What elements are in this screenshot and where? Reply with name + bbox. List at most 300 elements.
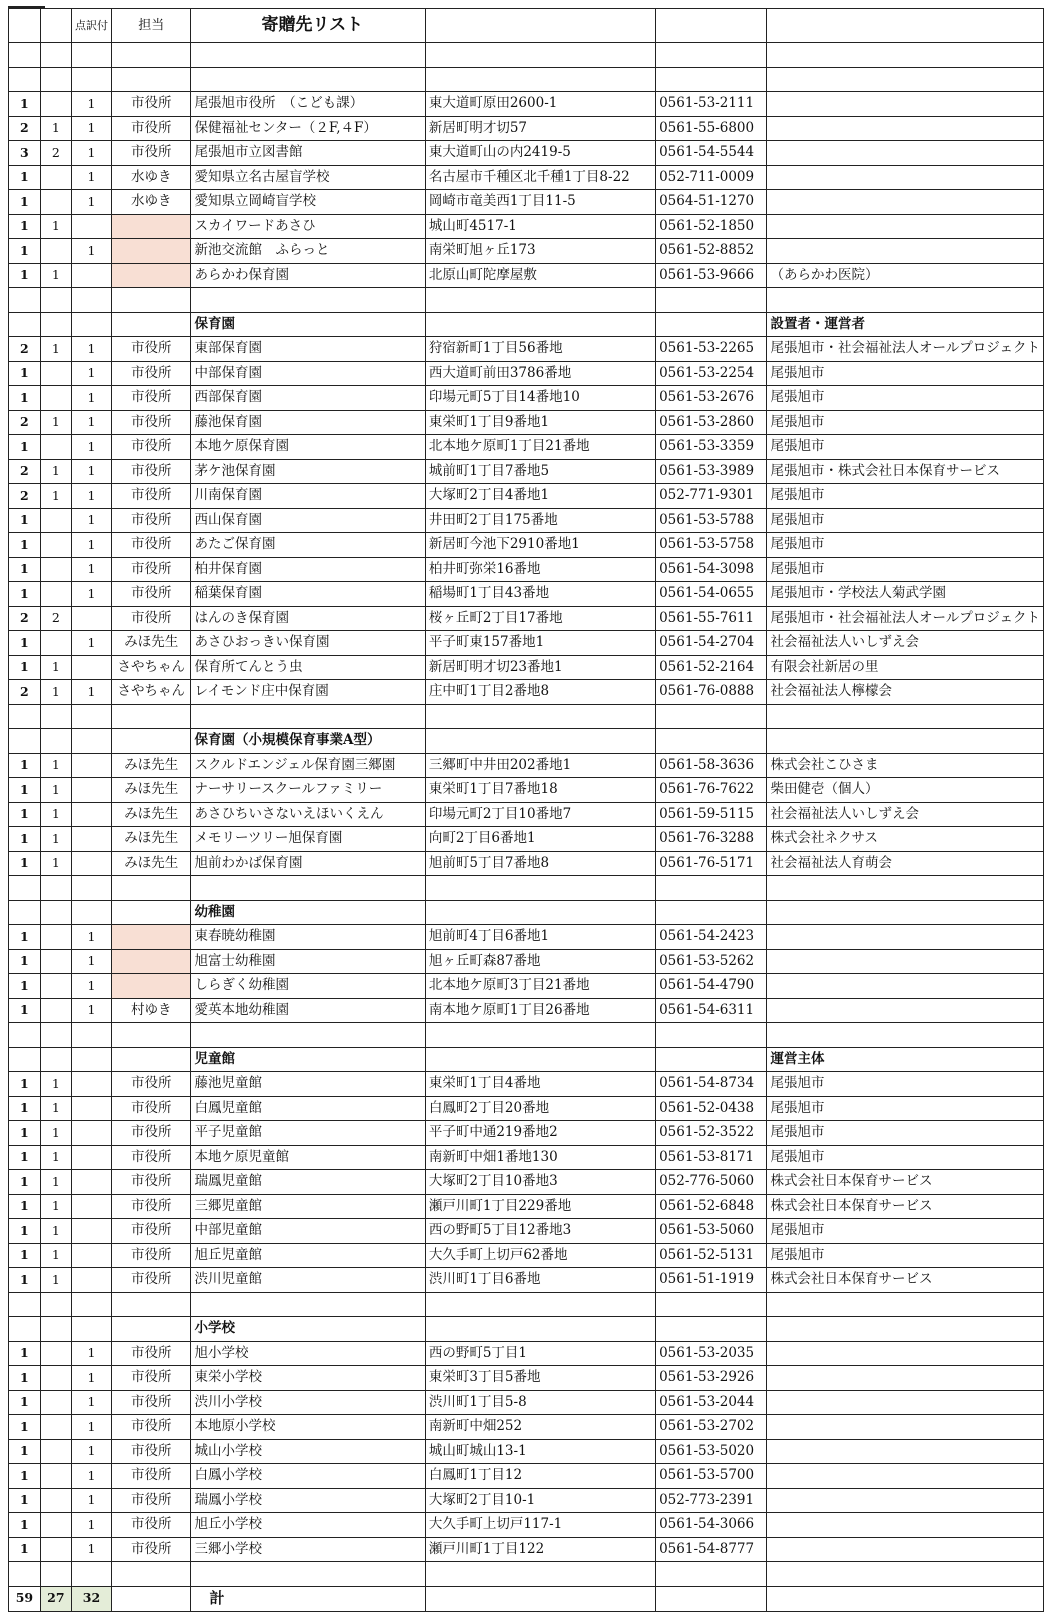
empty-cell[interactable] <box>656 1023 767 1048</box>
person-in-charge-cell[interactable]: 市役所 <box>111 361 190 386</box>
address-cell[interactable]: 柏井町弥栄16番地 <box>425 557 655 582</box>
note-cell[interactable] <box>767 141 1044 166</box>
phone-cell[interactable]: 0561-53-5758 <box>656 533 767 558</box>
address-cell[interactable]: 渋川町1丁目5-8 <box>425 1390 655 1415</box>
address-cell[interactable]: 井田町2丁目175番地 <box>425 508 655 533</box>
person-in-charge-cell[interactable]: 市役所 <box>111 557 190 582</box>
braille-translation-cell[interactable] <box>71 1170 111 1195</box>
empty-cell[interactable] <box>425 1586 655 1611</box>
note-cell[interactable] <box>767 1439 1044 1464</box>
braille-cell[interactable]: 1 <box>40 1170 71 1195</box>
empty-cell[interactable] <box>656 312 767 337</box>
braille-cell[interactable]: 1 <box>40 1145 71 1170</box>
count-cell[interactable]: 1 <box>9 1194 41 1219</box>
count-cell[interactable]: 1 <box>9 1121 41 1146</box>
person-in-charge-cell[interactable]: みほ先生 <box>111 851 190 876</box>
section-title[interactable]: 小学校 <box>191 1317 425 1342</box>
person-in-charge-cell[interactable]: 市役所 <box>111 1415 190 1440</box>
address-cell[interactable]: 新居町明才切23番地1 <box>425 655 655 680</box>
facility-name-cell[interactable]: 愛英本地幼稚園 <box>191 998 425 1023</box>
facility-name-cell[interactable]: 保健福祉センター（２F,４F） <box>191 116 425 141</box>
person-in-charge-cell[interactable]: 市役所 <box>111 1194 190 1219</box>
braille-cell[interactable] <box>40 1366 71 1391</box>
empty-cell[interactable] <box>40 1047 71 1072</box>
empty-cell[interactable] <box>767 1292 1044 1317</box>
person-in-charge-cell[interactable]: さやちゃん <box>111 655 190 680</box>
facility-name-cell[interactable]: 旭丘小学校 <box>191 1513 425 1538</box>
empty-cell[interactable] <box>425 43 655 68</box>
phone-cell[interactable]: 0561-53-5060 <box>656 1219 767 1244</box>
braille-cell[interactable] <box>40 1513 71 1538</box>
braille-translation-cell[interactable]: 1 <box>71 459 111 484</box>
braille-cell[interactable] <box>40 1415 71 1440</box>
braille-cell[interactable]: 1 <box>40 484 71 509</box>
facility-name-cell[interactable]: しらぎく幼稚園 <box>191 974 425 999</box>
address-cell[interactable]: 印場元町2丁目10番地7 <box>425 802 655 827</box>
empty-cell[interactable] <box>425 288 655 313</box>
facility-name-cell[interactable]: 愛知県立岡崎盲学校 <box>191 190 425 215</box>
address-cell[interactable]: 城山町4517-1 <box>425 214 655 239</box>
phone-cell[interactable]: 0561-54-0655 <box>656 582 767 607</box>
facility-name-cell[interactable]: 愛知県立名古屋盲学校 <box>191 165 425 190</box>
address-cell[interactable]: 旭前町5丁目7番地8 <box>425 851 655 876</box>
person-in-charge-cell[interactable]: 市役所 <box>111 484 190 509</box>
person-in-charge-cell[interactable]: みほ先生 <box>111 802 190 827</box>
facility-name-cell[interactable]: 柏井保育園 <box>191 557 425 582</box>
empty-cell[interactable] <box>111 1562 190 1587</box>
braille-translation-cell[interactable]: 1 <box>71 680 111 705</box>
facility-name-cell[interactable]: 藤池児童館 <box>191 1072 425 1097</box>
empty-cell[interactable] <box>767 1586 1044 1611</box>
count-cell[interactable]: 1 <box>9 1145 41 1170</box>
empty-cell[interactable] <box>71 67 111 92</box>
braille-cell[interactable] <box>40 925 71 950</box>
empty-cell[interactable] <box>767 1023 1044 1048</box>
count-cell[interactable]: 1 <box>9 582 41 607</box>
note-cell[interactable]: 柴田健壱（個人） <box>767 778 1044 803</box>
section-title[interactable]: 保育園 <box>191 312 425 337</box>
empty-cell[interactable] <box>40 1562 71 1587</box>
braille-cell[interactable]: 1 <box>40 778 71 803</box>
count-cell[interactable]: 1 <box>9 655 41 680</box>
address-cell[interactable]: 狩宿新町1丁目56番地 <box>425 337 655 362</box>
phone-cell[interactable]: 052-771-9301 <box>656 484 767 509</box>
person-in-charge-cell[interactable]: 市役所 <box>111 386 190 411</box>
braille-translation-cell[interactable] <box>71 214 111 239</box>
note-cell[interactable]: 尾張旭市 <box>767 1219 1044 1244</box>
facility-name-cell[interactable]: 西部保育園 <box>191 386 425 411</box>
braille-translation-cell[interactable]: 1 <box>71 949 111 974</box>
count-cell[interactable]: 1 <box>9 263 41 288</box>
note-cell[interactable] <box>767 1366 1044 1391</box>
count-cell[interactable]: 1 <box>9 386 41 411</box>
empty-cell[interactable] <box>191 1023 425 1048</box>
note-cell[interactable]: 尾張旭市 <box>767 1243 1044 1268</box>
facility-name-cell[interactable]: スクルドエンジェル保育園三郷園 <box>191 753 425 778</box>
braille-translation-cell[interactable] <box>71 827 111 852</box>
facility-name-cell[interactable]: 新池交流館 ふらっと <box>191 239 425 264</box>
person-in-charge-cell[interactable]: みほ先生 <box>111 827 190 852</box>
phone-cell[interactable]: 052-711-0009 <box>656 165 767 190</box>
address-cell[interactable]: 南新町中畑1番地130 <box>425 1145 655 1170</box>
empty-cell[interactable] <box>425 876 655 901</box>
note-cell[interactable]: 尾張旭市 <box>767 386 1044 411</box>
braille-cell[interactable]: 1 <box>40 1219 71 1244</box>
braille-cell[interactable]: 1 <box>40 802 71 827</box>
phone-cell[interactable]: 0561-55-6800 <box>656 116 767 141</box>
person-in-charge-cell[interactable]: 市役所 <box>111 1243 190 1268</box>
address-cell[interactable]: 渋川町1丁目6番地 <box>425 1268 655 1293</box>
braille-cell[interactable] <box>40 1537 71 1562</box>
count-cell[interactable]: 1 <box>9 974 41 999</box>
empty-cell[interactable] <box>71 312 111 337</box>
empty-cell[interactable] <box>425 1292 655 1317</box>
address-cell[interactable]: 北原山町陀摩屋敷 <box>425 263 655 288</box>
braille-translation-cell[interactable] <box>71 606 111 631</box>
address-cell[interactable]: 新居町今池下2910番地1 <box>425 533 655 558</box>
note-cell[interactable] <box>767 165 1044 190</box>
empty-cell[interactable] <box>425 1317 655 1342</box>
empty-cell[interactable] <box>111 43 190 68</box>
person-in-charge-cell[interactable] <box>111 214 190 239</box>
count-cell[interactable]: 1 <box>9 214 41 239</box>
empty-cell[interactable] <box>71 876 111 901</box>
braille-translation-cell[interactable]: 1 <box>71 165 111 190</box>
empty-cell[interactable] <box>191 704 425 729</box>
braille-translation-cell[interactable]: 1 <box>71 925 111 950</box>
note-cell[interactable]: 株式会社ネクサス <box>767 827 1044 852</box>
braille-translation-cell[interactable] <box>71 851 111 876</box>
count-cell[interactable]: 1 <box>9 827 41 852</box>
empty-cell[interactable] <box>656 704 767 729</box>
count-cell[interactable]: 1 <box>9 778 41 803</box>
empty-cell[interactable] <box>40 704 71 729</box>
count-cell[interactable]: 1 <box>9 361 41 386</box>
facility-name-cell[interactable]: 本地ケ原保育園 <box>191 435 425 460</box>
braille-translation-cell[interactable] <box>71 1072 111 1097</box>
phone-cell[interactable]: 0561-51-1919 <box>656 1268 767 1293</box>
facility-name-cell[interactable]: 旭丘児童館 <box>191 1243 425 1268</box>
braille-cell[interactable] <box>40 1341 71 1366</box>
note-cell[interactable]: 株式会社日本保育サービス <box>767 1170 1044 1195</box>
braille-cell[interactable] <box>40 165 71 190</box>
address-cell[interactable]: 東栄町1丁目7番地18 <box>425 778 655 803</box>
phone-cell[interactable]: 0561-53-9666 <box>656 263 767 288</box>
empty-cell[interactable] <box>9 1047 41 1072</box>
note-cell[interactable]: 尾張旭市 <box>767 557 1044 582</box>
empty-cell[interactable] <box>40 729 71 754</box>
facility-name-cell[interactable]: 白鳳児童館 <box>191 1096 425 1121</box>
count-cell[interactable]: 1 <box>9 753 41 778</box>
person-in-charge-cell[interactable]: 市役所 <box>111 606 190 631</box>
header-cell-address[interactable] <box>425 9 655 43</box>
phone-cell[interactable]: 0561-54-3098 <box>656 557 767 582</box>
person-in-charge-cell[interactable]: 市役所 <box>111 1096 190 1121</box>
braille-translation-cell[interactable]: 1 <box>71 974 111 999</box>
section-note[interactable] <box>767 900 1044 925</box>
empty-cell[interactable] <box>656 876 767 901</box>
person-in-charge-cell[interactable]: 村ゆき <box>111 998 190 1023</box>
facility-name-cell[interactable]: 川南保育園 <box>191 484 425 509</box>
empty-cell[interactable] <box>40 1023 71 1048</box>
note-cell[interactable]: 尾張旭市・学校法人菊武学園 <box>767 582 1044 607</box>
phone-cell[interactable]: 0561-53-2702 <box>656 1415 767 1440</box>
phone-cell[interactable]: 0561-53-2035 <box>656 1341 767 1366</box>
braille-translation-cell[interactable]: 1 <box>71 141 111 166</box>
facility-name-cell[interactable]: 西山保育園 <box>191 508 425 533</box>
count-cell[interactable]: 2 <box>9 680 41 705</box>
address-cell[interactable]: 南栄町旭ヶ丘173 <box>425 239 655 264</box>
note-cell[interactable]: 尾張旭市 <box>767 410 1044 435</box>
braille-cell[interactable]: 1 <box>40 1194 71 1219</box>
person-in-charge-cell[interactable] <box>111 925 190 950</box>
address-cell[interactable]: 西の野町5丁目1 <box>425 1341 655 1366</box>
braille-cell[interactable]: 1 <box>40 459 71 484</box>
note-cell[interactable]: 尾張旭市 <box>767 533 1044 558</box>
facility-name-cell[interactable]: スカイワードあさひ <box>191 214 425 239</box>
phone-cell[interactable]: 0561-53-5262 <box>656 949 767 974</box>
facility-name-cell[interactable]: 瑞鳳小学校 <box>191 1488 425 1513</box>
address-cell[interactable]: 東栄町1丁目4番地 <box>425 1072 655 1097</box>
person-in-charge-cell[interactable] <box>111 974 190 999</box>
empty-cell[interactable] <box>9 1023 41 1048</box>
braille-translation-cell[interactable]: 1 <box>71 1464 111 1489</box>
empty-cell[interactable] <box>111 1317 190 1342</box>
facility-name-cell[interactable]: あさひちいさないえほいくえん <box>191 802 425 827</box>
braille-translation-cell[interactable] <box>71 1194 111 1219</box>
braille-cell[interactable]: 1 <box>40 263 71 288</box>
phone-cell[interactable]: 0561-76-5171 <box>656 851 767 876</box>
braille-translation-cell[interactable]: 1 <box>71 239 111 264</box>
empty-cell[interactable] <box>71 1292 111 1317</box>
count-cell[interactable]: 2 <box>9 116 41 141</box>
braille-cell[interactable] <box>40 1488 71 1513</box>
braille-translation-cell[interactable]: 1 <box>71 337 111 362</box>
empty-cell[interactable] <box>425 312 655 337</box>
section-note[interactable] <box>767 729 1044 754</box>
braille-cell[interactable] <box>40 386 71 411</box>
braille-translation-cell[interactable]: 1 <box>71 116 111 141</box>
empty-cell[interactable] <box>656 729 767 754</box>
phone-cell[interactable]: 0561-53-5700 <box>656 1464 767 1489</box>
phone-cell[interactable]: 052-776-5060 <box>656 1170 767 1195</box>
empty-cell[interactable] <box>191 1292 425 1317</box>
braille-cell[interactable]: 1 <box>40 214 71 239</box>
braille-translation-cell[interactable]: 1 <box>71 1439 111 1464</box>
facility-name-cell[interactable]: 東春暁幼稚園 <box>191 925 425 950</box>
facility-name-cell[interactable]: 本地ケ原児童館 <box>191 1145 425 1170</box>
empty-cell[interactable] <box>71 288 111 313</box>
facility-name-cell[interactable]: 保育所てんとう虫 <box>191 655 425 680</box>
facility-name-cell[interactable]: 尾張旭市役所 （こども課） <box>191 92 425 117</box>
person-in-charge-cell[interactable]: 市役所 <box>111 141 190 166</box>
facility-name-cell[interactable]: 尾張旭市立図書館 <box>191 141 425 166</box>
count-cell[interactable]: 1 <box>9 851 41 876</box>
facility-name-cell[interactable]: 中部児童館 <box>191 1219 425 1244</box>
braille-translation-cell[interactable] <box>71 1096 111 1121</box>
note-cell[interactable] <box>767 1341 1044 1366</box>
count-cell[interactable]: 1 <box>9 1341 41 1366</box>
note-cell[interactable]: 株式会社日本保育サービス <box>767 1268 1044 1293</box>
braille-translation-cell[interactable]: 1 <box>71 557 111 582</box>
address-cell[interactable]: 瀬戸川町1丁目122 <box>425 1537 655 1562</box>
empty-cell[interactable] <box>9 1562 41 1587</box>
address-cell[interactable]: 南本地ケ原町1丁目26番地 <box>425 998 655 1023</box>
count-cell[interactable]: 1 <box>9 1513 41 1538</box>
facility-name-cell[interactable]: 渋川児童館 <box>191 1268 425 1293</box>
empty-cell[interactable] <box>9 1292 41 1317</box>
empty-cell[interactable] <box>767 1562 1044 1587</box>
braille-translation-cell[interactable] <box>71 753 111 778</box>
phone-cell[interactable]: 0561-76-0888 <box>656 680 767 705</box>
phone-cell[interactable]: 0561-53-2265 <box>656 337 767 362</box>
count-cell[interactable]: 1 <box>9 165 41 190</box>
address-cell[interactable]: 平子町中通219番地2 <box>425 1121 655 1146</box>
phone-cell[interactable]: 0561-54-4790 <box>656 974 767 999</box>
braille-cell[interactable] <box>40 239 71 264</box>
phone-cell[interactable]: 0561-53-2254 <box>656 361 767 386</box>
braille-translation-cell[interactable]: 1 <box>71 1366 111 1391</box>
empty-cell[interactable] <box>40 900 71 925</box>
braille-translation-cell[interactable] <box>71 1145 111 1170</box>
empty-cell[interactable] <box>111 1292 190 1317</box>
count-cell[interactable]: 1 <box>9 1390 41 1415</box>
empty-cell[interactable] <box>656 1562 767 1587</box>
address-cell[interactable]: 大塚町2丁目10-1 <box>425 1488 655 1513</box>
empty-cell[interactable] <box>71 1047 111 1072</box>
facility-name-cell[interactable]: 三郷小学校 <box>191 1537 425 1562</box>
count-cell[interactable]: 3 <box>9 141 41 166</box>
address-cell[interactable]: 北本地ケ原町1丁目21番地 <box>425 435 655 460</box>
note-cell[interactable] <box>767 1488 1044 1513</box>
braille-cell[interactable] <box>40 92 71 117</box>
phone-cell[interactable]: 0561-53-5020 <box>656 1439 767 1464</box>
braille-cell[interactable] <box>40 508 71 533</box>
braille-cell[interactable]: 1 <box>40 753 71 778</box>
note-cell[interactable] <box>767 1537 1044 1562</box>
person-in-charge-cell[interactable]: 市役所 <box>111 337 190 362</box>
person-in-charge-cell[interactable]: 市役所 <box>111 459 190 484</box>
person-in-charge-cell[interactable]: みほ先生 <box>111 631 190 656</box>
empty-cell[interactable] <box>40 312 71 337</box>
address-cell[interactable]: 名古屋市千種区北千種1丁目8-22 <box>425 165 655 190</box>
braille-translation-cell[interactable]: 1 <box>71 484 111 509</box>
empty-cell[interactable] <box>71 43 111 68</box>
address-cell[interactable]: 東大道町原田2600-1 <box>425 92 655 117</box>
braille-cell[interactable]: 1 <box>40 1072 71 1097</box>
phone-cell[interactable]: 0561-52-5131 <box>656 1243 767 1268</box>
braille-translation-cell[interactable] <box>71 655 111 680</box>
person-in-charge-cell[interactable]: 市役所 <box>111 1488 190 1513</box>
empty-cell[interactable] <box>656 1586 767 1611</box>
phone-cell[interactable]: 0561-58-3636 <box>656 753 767 778</box>
empty-cell[interactable] <box>111 1023 190 1048</box>
sheet-title[interactable]: 寄贈先リスト <box>191 9 425 43</box>
note-cell[interactable]: 尾張旭市 <box>767 1121 1044 1146</box>
person-in-charge-cell[interactable]: 市役所 <box>111 1439 190 1464</box>
address-cell[interactable]: 東大道町山の内2419-5 <box>425 141 655 166</box>
facility-name-cell[interactable]: 東栄小学校 <box>191 1366 425 1391</box>
empty-cell[interactable] <box>656 1317 767 1342</box>
address-cell[interactable]: 大久手町上切戸117-1 <box>425 1513 655 1538</box>
braille-cell[interactable]: 1 <box>40 1268 71 1293</box>
person-in-charge-cell[interactable]: 市役所 <box>111 1390 190 1415</box>
facility-name-cell[interactable]: 旭前わかば保育園 <box>191 851 425 876</box>
phone-cell[interactable]: 0561-53-2676 <box>656 386 767 411</box>
person-in-charge-cell[interactable]: 市役所 <box>111 1464 190 1489</box>
empty-cell[interactable] <box>9 876 41 901</box>
braille-cell[interactable] <box>40 974 71 999</box>
empty-cell[interactable] <box>9 312 41 337</box>
empty-cell[interactable] <box>656 43 767 68</box>
braille-cell[interactable] <box>40 949 71 974</box>
braille-translation-cell[interactable]: 1 <box>71 92 111 117</box>
count-cell[interactable]: 1 <box>9 508 41 533</box>
address-cell[interactable]: 旭ヶ丘町森87番地 <box>425 949 655 974</box>
braille-cell[interactable]: 1 <box>40 337 71 362</box>
person-in-charge-cell[interactable]: 市役所 <box>111 1072 190 1097</box>
person-in-charge-cell[interactable]: 市役所 <box>111 1219 190 1244</box>
section-note[interactable]: 設置者・運営者 <box>767 312 1044 337</box>
address-cell[interactable]: 城山町城山13-1 <box>425 1439 655 1464</box>
phone-cell[interactable]: 0561-53-2044 <box>656 1390 767 1415</box>
braille-translation-cell[interactable]: 1 <box>71 386 111 411</box>
phone-cell[interactable]: 0561-53-2860 <box>656 410 767 435</box>
note-cell[interactable] <box>767 974 1044 999</box>
count-cell[interactable]: 1 <box>9 1219 41 1244</box>
empty-cell[interactable] <box>767 876 1044 901</box>
phone-cell[interactable]: 0561-76-3288 <box>656 827 767 852</box>
person-in-charge-cell[interactable]: 市役所 <box>111 1537 190 1562</box>
empty-cell[interactable] <box>9 288 41 313</box>
section-title[interactable]: 保育園（小規模保育事業A型） <box>191 729 425 754</box>
phone-cell[interactable]: 0561-54-5544 <box>656 141 767 166</box>
count-cell[interactable]: 1 <box>9 925 41 950</box>
empty-cell[interactable] <box>767 288 1044 313</box>
empty-cell[interactable] <box>767 43 1044 68</box>
braille-cell[interactable] <box>40 533 71 558</box>
address-cell[interactable]: 大久手町上切戸62番地 <box>425 1243 655 1268</box>
empty-cell[interactable] <box>767 704 1044 729</box>
address-cell[interactable]: 印場元町5丁目14番地10 <box>425 386 655 411</box>
braille-translation-cell[interactable]: 1 <box>71 533 111 558</box>
empty-cell[interactable] <box>71 704 111 729</box>
address-cell[interactable]: 西の野町5丁目12番地3 <box>425 1219 655 1244</box>
total-braille-translation-cell[interactable]: 32 <box>71 1586 111 1611</box>
empty-cell[interactable] <box>9 900 41 925</box>
phone-cell[interactable]: 0561-52-0438 <box>656 1096 767 1121</box>
person-in-charge-cell[interactable] <box>111 239 190 264</box>
braille-cell[interactable] <box>40 557 71 582</box>
note-cell[interactable]: 尾張旭市 <box>767 1072 1044 1097</box>
total-label-cell[interactable]: 計 <box>191 1586 425 1611</box>
address-cell[interactable]: 大塚町2丁目4番地1 <box>425 484 655 509</box>
empty-cell[interactable] <box>40 67 71 92</box>
braille-cell[interactable] <box>40 361 71 386</box>
facility-name-cell[interactable]: 瑞鳳児童館 <box>191 1170 425 1195</box>
empty-cell[interactable] <box>425 1023 655 1048</box>
phone-cell[interactable]: 0561-53-8171 <box>656 1145 767 1170</box>
empty-cell[interactable] <box>71 1317 111 1342</box>
count-cell[interactable]: 1 <box>9 1268 41 1293</box>
phone-cell[interactable]: 0561-53-3359 <box>656 435 767 460</box>
person-in-charge-cell[interactable]: 市役所 <box>111 1513 190 1538</box>
facility-name-cell[interactable]: 城山小学校 <box>191 1439 425 1464</box>
count-cell[interactable]: 1 <box>9 533 41 558</box>
person-in-charge-cell[interactable]: 市役所 <box>111 508 190 533</box>
count-cell[interactable]: 1 <box>9 1537 41 1562</box>
empty-cell[interactable] <box>40 876 71 901</box>
